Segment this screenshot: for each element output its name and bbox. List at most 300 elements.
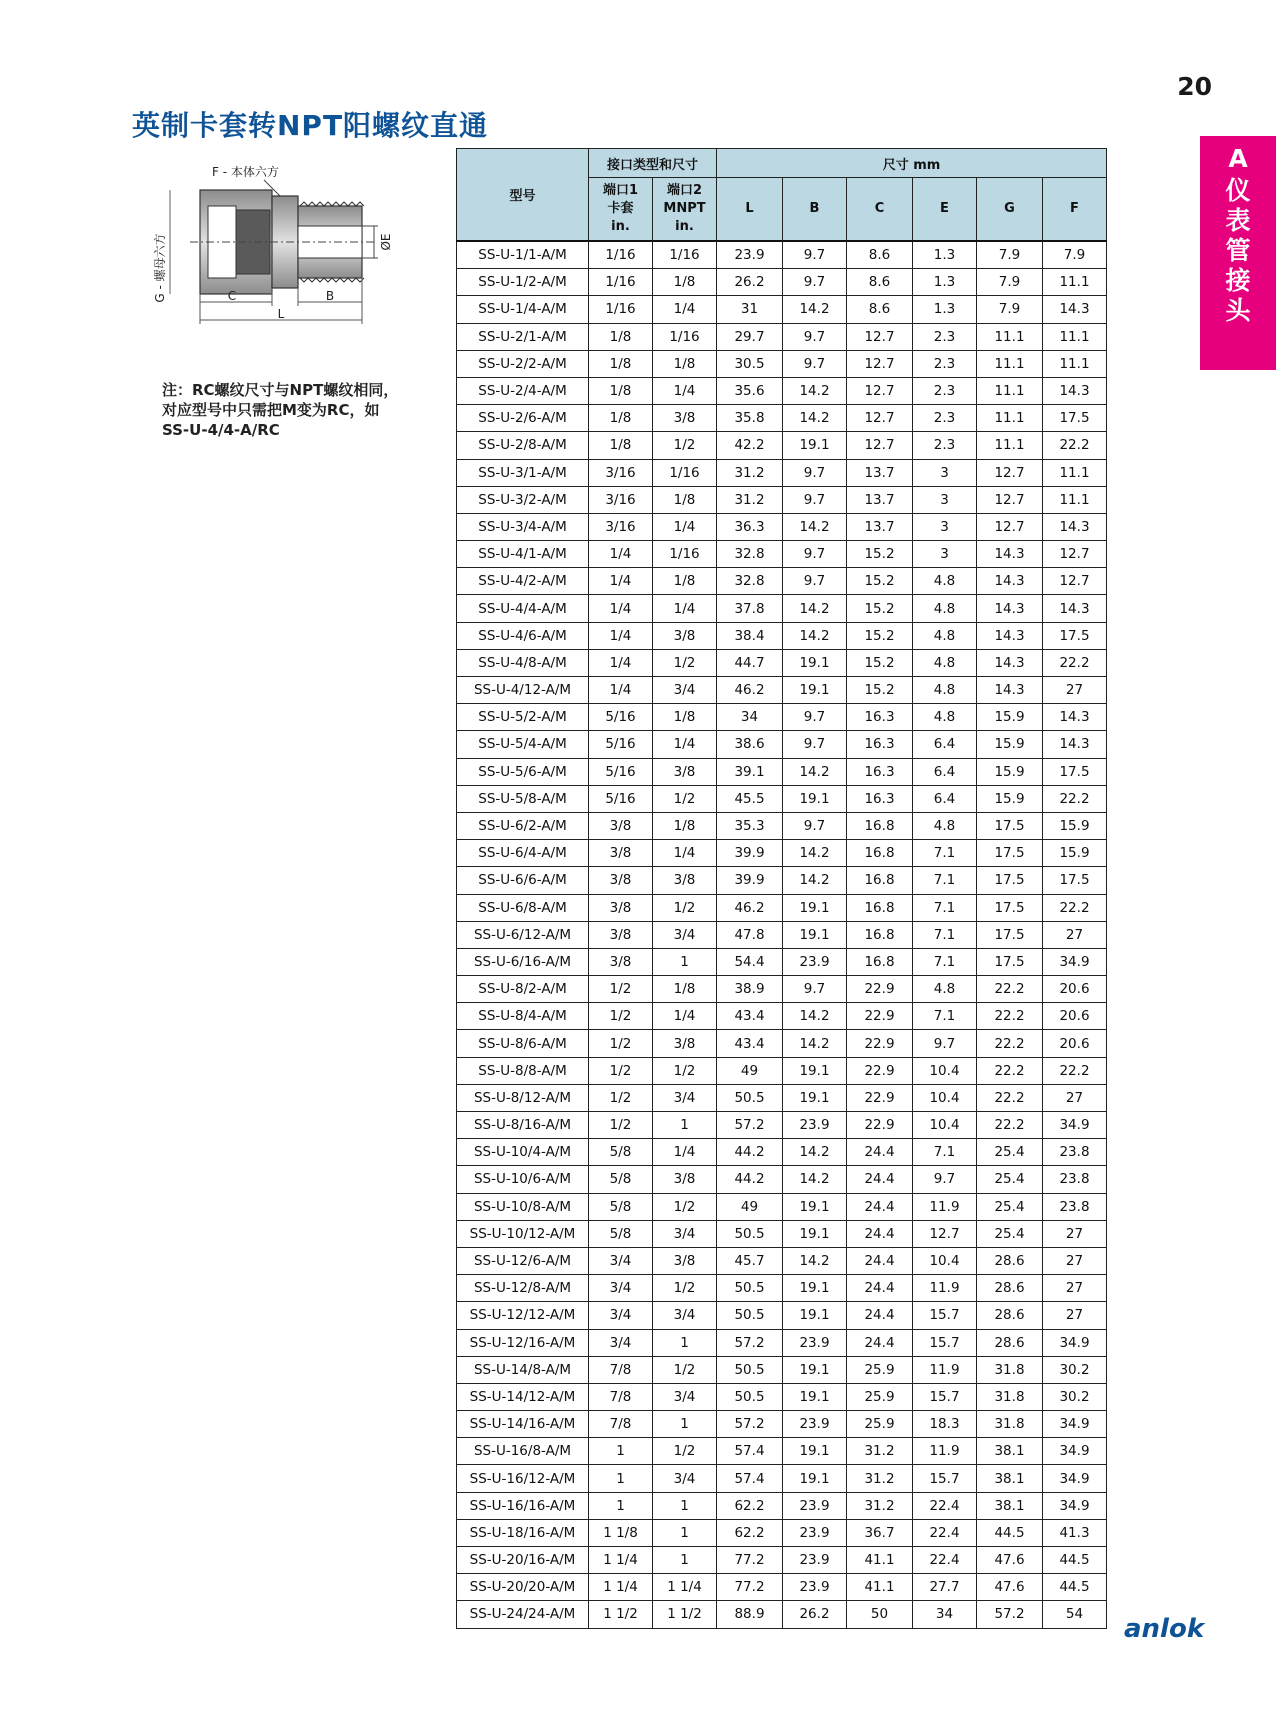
table-row — [457, 377, 1107, 404]
cell-c: 41.1 — [847, 1574, 913, 1601]
cell-port1: 3/4 — [589, 1302, 653, 1329]
cell-e: 6.4 — [913, 785, 977, 812]
cell-c: 22.9 — [847, 1003, 913, 1030]
table-row — [457, 1220, 1107, 1247]
cell-c: 16.8 — [847, 812, 913, 839]
cell-b: 23.9 — [783, 1547, 847, 1574]
cell-b: 14.2 — [783, 867, 847, 894]
cell-port2: 3/4 — [653, 677, 717, 704]
cell-c: 24.4 — [847, 1275, 913, 1302]
cell-f: 23.8 — [1043, 1193, 1107, 1220]
header-col-g: G — [977, 178, 1043, 242]
header-dim-group: 尺寸 mm — [717, 149, 1107, 178]
cell-b: 19.1 — [783, 1057, 847, 1084]
cell-b: 19.1 — [783, 1438, 847, 1465]
cell-port2: 1 — [653, 1411, 717, 1438]
cell-f: 14.3 — [1043, 704, 1107, 731]
cell-port1: 3/8 — [589, 948, 653, 975]
cell-model: SS-U-10/4-A/M — [457, 1139, 589, 1166]
cell-g: 31.8 — [977, 1383, 1043, 1410]
cell-e: 4.8 — [913, 568, 977, 595]
table-row — [457, 758, 1107, 785]
cell-f: 17.5 — [1043, 622, 1107, 649]
cell-c: 16.3 — [847, 758, 913, 785]
cell-g: 15.9 — [977, 731, 1043, 758]
cell-port2: 3/4 — [653, 1383, 717, 1410]
cell-port2: 3/8 — [653, 1030, 717, 1057]
cell-c: 15.2 — [847, 622, 913, 649]
cell-e: 1.3 — [913, 241, 977, 269]
cell-l: 32.8 — [717, 541, 783, 568]
cell-port1: 1 1/4 — [589, 1547, 653, 1574]
cell-model: SS-U-12/12-A/M — [457, 1302, 589, 1329]
table-row — [457, 622, 1107, 649]
cell-model: SS-U-16/12-A/M — [457, 1465, 589, 1492]
cell-port2: 3/8 — [653, 1166, 717, 1193]
cell-port1: 1/2 — [589, 1030, 653, 1057]
cell-f: 11.1 — [1043, 486, 1107, 513]
cell-model: SS-U-20/20-A/M — [457, 1574, 589, 1601]
cell-model: SS-U-6/16-A/M — [457, 948, 589, 975]
cell-f: 7.9 — [1043, 241, 1107, 269]
cell-b: 9.7 — [783, 269, 847, 296]
table-row — [457, 1275, 1107, 1302]
cell-g: 17.5 — [977, 894, 1043, 921]
cell-c: 31.2 — [847, 1438, 913, 1465]
header-port2-line: in. — [675, 219, 694, 234]
cell-e: 4.8 — [913, 704, 977, 731]
cell-f: 11.1 — [1043, 269, 1107, 296]
cell-g: 28.6 — [977, 1247, 1043, 1274]
cell-model: SS-U-5/2-A/M — [457, 704, 589, 731]
cell-port1: 1/2 — [589, 1057, 653, 1084]
cell-l: 30.5 — [717, 350, 783, 377]
cell-f: 30.2 — [1043, 1383, 1107, 1410]
section-tab-char: 管 — [1225, 236, 1251, 265]
cell-c: 22.9 — [847, 1030, 913, 1057]
cell-model: SS-U-2/8-A/M — [457, 432, 589, 459]
cell-g: 31.8 — [977, 1356, 1043, 1383]
table-row — [457, 1247, 1107, 1274]
cell-l: 46.2 — [717, 894, 783, 921]
cell-b: 19.1 — [783, 1383, 847, 1410]
cell-f: 14.3 — [1043, 377, 1107, 404]
cell-c: 8.6 — [847, 269, 913, 296]
cell-e: 7.1 — [913, 1003, 977, 1030]
cell-port2: 3/4 — [653, 1220, 717, 1247]
cell-g: 11.1 — [977, 405, 1043, 432]
cell-port1: 3/16 — [589, 486, 653, 513]
cell-l: 32.8 — [717, 568, 783, 595]
cell-g: 28.6 — [977, 1302, 1043, 1329]
cell-model: SS-U-1/4-A/M — [457, 296, 589, 323]
cell-port2: 1/4 — [653, 840, 717, 867]
cell-port2: 1/16 — [653, 323, 717, 350]
cell-b: 19.1 — [783, 1193, 847, 1220]
cell-e: 1.3 — [913, 296, 977, 323]
cell-l: 77.2 — [717, 1547, 783, 1574]
cell-b: 19.1 — [783, 785, 847, 812]
cell-port1: 7/8 — [589, 1356, 653, 1383]
cell-model: SS-U-12/8-A/M — [457, 1275, 589, 1302]
cell-port1: 3/4 — [589, 1275, 653, 1302]
cell-c: 22.9 — [847, 1084, 913, 1111]
cell-model: SS-U-3/1-A/M — [457, 459, 589, 486]
cell-g: 14.3 — [977, 649, 1043, 676]
cell-f: 15.9 — [1043, 840, 1107, 867]
cell-port2: 1/4 — [653, 377, 717, 404]
cell-l: 57.4 — [717, 1438, 783, 1465]
cell-e: 15.7 — [913, 1329, 977, 1356]
cell-model: SS-U-10/6-A/M — [457, 1166, 589, 1193]
section-tab — [1200, 136, 1276, 370]
table-row — [457, 1519, 1107, 1546]
cell-port2: 3/4 — [653, 1084, 717, 1111]
cell-l: 42.2 — [717, 432, 783, 459]
cell-e: 18.3 — [913, 1411, 977, 1438]
cell-port2: 1/8 — [653, 568, 717, 595]
cell-l: 39.9 — [717, 840, 783, 867]
cell-f: 17.5 — [1043, 867, 1107, 894]
table-row — [457, 1166, 1107, 1193]
cell-port1: 1/4 — [589, 622, 653, 649]
cell-port2: 1/8 — [653, 812, 717, 839]
table-row — [457, 948, 1107, 975]
cell-model: SS-U-20/16-A/M — [457, 1547, 589, 1574]
header-port-group: 接口类型和尺寸 — [589, 149, 717, 178]
cell-b: 9.7 — [783, 350, 847, 377]
spec-table-container — [456, 148, 1107, 1629]
cell-e: 11.9 — [913, 1275, 977, 1302]
note-text: 注：RC螺纹尺寸与NPT螺纹相同，对应型号中只需把M变为RC，如SS-U-4/4-A/RC — [162, 381, 399, 439]
fitting-drawing — [150, 158, 420, 338]
cell-port2: 3/4 — [653, 1465, 717, 1492]
cell-port1: 1/2 — [589, 1112, 653, 1139]
table-row — [457, 486, 1107, 513]
cell-c: 16.3 — [847, 785, 913, 812]
cell-g: 14.3 — [977, 541, 1043, 568]
cell-b: 19.1 — [783, 1356, 847, 1383]
cell-f: 22.2 — [1043, 894, 1107, 921]
cell-g: 38.1 — [977, 1465, 1043, 1492]
cell-f: 27 — [1043, 1302, 1107, 1329]
cell-e: 9.7 — [913, 1030, 977, 1057]
cell-e: 3 — [913, 513, 977, 540]
table-row — [457, 1329, 1107, 1356]
cell-model: SS-U-4/8-A/M — [457, 649, 589, 676]
table-row — [457, 1112, 1107, 1139]
cell-g: 22.2 — [977, 1057, 1043, 1084]
cell-port2: 1 1/4 — [653, 1574, 717, 1601]
cell-g: 38.1 — [977, 1492, 1043, 1519]
table-row — [457, 785, 1107, 812]
cell-g: 47.6 — [977, 1574, 1043, 1601]
cell-e: 10.4 — [913, 1247, 977, 1274]
cell-f: 12.7 — [1043, 568, 1107, 595]
cell-f: 20.6 — [1043, 1003, 1107, 1030]
cell-f: 34.9 — [1043, 1492, 1107, 1519]
cell-l: 50.5 — [717, 1220, 783, 1247]
cell-c: 15.2 — [847, 595, 913, 622]
cell-port2: 1/4 — [653, 296, 717, 323]
header-col-b: B — [783, 178, 847, 242]
cell-f: 17.5 — [1043, 758, 1107, 785]
cell-port1: 1 — [589, 1438, 653, 1465]
cell-e: 6.4 — [913, 758, 977, 785]
cell-port2: 1 — [653, 1519, 717, 1546]
cell-e: 2.3 — [913, 350, 977, 377]
page-title: 英制卡套转NPT阳螺纹直通 — [132, 109, 489, 142]
cell-b: 9.7 — [783, 541, 847, 568]
cell-l: 46.2 — [717, 677, 783, 704]
header-port1-line: 卡套 — [607, 201, 634, 216]
cell-g: 17.5 — [977, 840, 1043, 867]
cell-g: 11.1 — [977, 377, 1043, 404]
cell-port1: 5/16 — [589, 785, 653, 812]
cell-model: SS-U-24/24-A/M — [457, 1601, 589, 1628]
cell-f: 12.7 — [1043, 541, 1107, 568]
cell-b: 14.2 — [783, 296, 847, 323]
label-e: ØE — [379, 233, 393, 251]
cell-port1: 3/8 — [589, 812, 653, 839]
cell-model: SS-U-2/6-A/M — [457, 405, 589, 432]
cell-b: 9.7 — [783, 486, 847, 513]
cell-port1: 1/8 — [589, 432, 653, 459]
cell-e: 7.1 — [913, 894, 977, 921]
table-row — [457, 459, 1107, 486]
cell-b: 9.7 — [783, 704, 847, 731]
cell-model: SS-U-3/2-A/M — [457, 486, 589, 513]
cell-c: 12.7 — [847, 405, 913, 432]
cell-e: 2.3 — [913, 405, 977, 432]
cell-b: 23.9 — [783, 1519, 847, 1546]
cell-l: 31.2 — [717, 459, 783, 486]
cell-e: 3 — [913, 541, 977, 568]
cell-port1: 1/8 — [589, 377, 653, 404]
cell-port1: 1/8 — [589, 405, 653, 432]
cell-port2: 1/8 — [653, 486, 717, 513]
cell-e: 4.8 — [913, 649, 977, 676]
cell-port1: 1/2 — [589, 976, 653, 1003]
cell-l: 50.5 — [717, 1084, 783, 1111]
cell-f: 14.3 — [1043, 731, 1107, 758]
cell-port1: 1/4 — [589, 568, 653, 595]
table-row — [457, 649, 1107, 676]
cell-b: 19.1 — [783, 921, 847, 948]
cell-e: 3 — [913, 486, 977, 513]
cell-l: 35.6 — [717, 377, 783, 404]
cell-g: 12.7 — [977, 486, 1043, 513]
cell-c: 22.9 — [847, 1057, 913, 1084]
cell-e: 22.4 — [913, 1492, 977, 1519]
cell-c: 25.9 — [847, 1356, 913, 1383]
table-row — [457, 704, 1107, 731]
table-row — [457, 1302, 1107, 1329]
cell-f: 34.9 — [1043, 1465, 1107, 1492]
header-port1-line: in. — [611, 219, 630, 234]
header-model: 型号 — [457, 149, 589, 242]
cell-g: 22.2 — [977, 1112, 1043, 1139]
section-tab-char: 头 — [1225, 296, 1251, 325]
cell-c: 50 — [847, 1601, 913, 1628]
header-port2-line: 端口2 — [666, 183, 703, 198]
cell-b: 9.7 — [783, 568, 847, 595]
cell-b: 23.9 — [783, 1112, 847, 1139]
label-l: L — [277, 307, 285, 321]
cell-port2: 1/2 — [653, 1057, 717, 1084]
table-row — [457, 595, 1107, 622]
label-g: G - 螺母六方 — [153, 233, 167, 303]
cell-port2: 1 — [653, 1112, 717, 1139]
cell-model: SS-U-14/8-A/M — [457, 1356, 589, 1383]
cell-model: SS-U-8/2-A/M — [457, 976, 589, 1003]
cell-c: 15.2 — [847, 568, 913, 595]
cell-e: 15.7 — [913, 1302, 977, 1329]
cell-l: 49 — [717, 1193, 783, 1220]
cell-port2: 1/2 — [653, 894, 717, 921]
cell-port2: 1/16 — [653, 241, 717, 269]
cell-c: 31.2 — [847, 1492, 913, 1519]
cell-model: SS-U-5/8-A/M — [457, 785, 589, 812]
cell-e: 22.4 — [913, 1519, 977, 1546]
cell-c: 16.8 — [847, 948, 913, 975]
cell-e: 7.1 — [913, 921, 977, 948]
cell-g: 47.6 — [977, 1547, 1043, 1574]
cell-port1: 5/8 — [589, 1166, 653, 1193]
cell-f: 27 — [1043, 1220, 1107, 1247]
cell-l: 50.5 — [717, 1383, 783, 1410]
cell-e: 1.3 — [913, 269, 977, 296]
cell-g: 28.6 — [977, 1329, 1043, 1356]
table-row — [457, 350, 1107, 377]
cell-g: 25.4 — [977, 1193, 1043, 1220]
cell-b: 19.1 — [783, 432, 847, 459]
cell-c: 15.2 — [847, 677, 913, 704]
cell-port2: 1/16 — [653, 459, 717, 486]
table-row — [457, 1356, 1107, 1383]
cell-b: 23.9 — [783, 948, 847, 975]
table-row — [457, 241, 1107, 269]
cell-model: SS-U-8/12-A/M — [457, 1084, 589, 1111]
table-row — [457, 1057, 1107, 1084]
cell-g: 22.2 — [977, 1030, 1043, 1057]
cell-port2: 3/4 — [653, 921, 717, 948]
cell-port1: 3/8 — [589, 894, 653, 921]
cell-b: 14.2 — [783, 1166, 847, 1193]
label-b: B — [325, 289, 335, 303]
cell-l: 45.5 — [717, 785, 783, 812]
cell-f: 27 — [1043, 677, 1107, 704]
cell-l: 43.4 — [717, 1030, 783, 1057]
cell-l: 62.2 — [717, 1519, 783, 1546]
cell-l: 38.6 — [717, 731, 783, 758]
table-row — [457, 677, 1107, 704]
cell-port1: 1/4 — [589, 541, 653, 568]
cell-b: 14.2 — [783, 1247, 847, 1274]
cell-f: 15.9 — [1043, 812, 1107, 839]
table-row — [457, 1030, 1107, 1057]
header-col-l: L — [717, 178, 783, 242]
cell-port1: 1/2 — [589, 1003, 653, 1030]
cell-port2: 1/4 — [653, 513, 717, 540]
cell-b: 9.7 — [783, 459, 847, 486]
cell-l: 44.2 — [717, 1139, 783, 1166]
cell-b: 19.1 — [783, 1465, 847, 1492]
cell-b: 19.1 — [783, 1220, 847, 1247]
fitting-diagram — [150, 158, 420, 338]
cell-b: 9.7 — [783, 323, 847, 350]
cell-e: 6.4 — [913, 731, 977, 758]
cell-f: 41.3 — [1043, 1519, 1107, 1546]
cell-b: 14.2 — [783, 1003, 847, 1030]
cell-model: SS-U-16/8-A/M — [457, 1438, 589, 1465]
cell-g: 14.3 — [977, 677, 1043, 704]
cell-model: SS-U-12/6-A/M — [457, 1247, 589, 1274]
table-row — [457, 1193, 1107, 1220]
cell-model: SS-U-8/16-A/M — [457, 1112, 589, 1139]
cell-e: 7.1 — [913, 867, 977, 894]
header-port1 — [589, 178, 653, 242]
cell-f: 11.1 — [1043, 459, 1107, 486]
cell-e: 9.7 — [913, 1166, 977, 1193]
cell-c: 24.4 — [847, 1247, 913, 1274]
cell-g: 15.9 — [977, 758, 1043, 785]
cell-port1: 3/4 — [589, 1329, 653, 1356]
cell-c: 12.7 — [847, 377, 913, 404]
cell-g: 7.9 — [977, 269, 1043, 296]
cell-port1: 5/16 — [589, 704, 653, 731]
cell-l: 43.4 — [717, 1003, 783, 1030]
cell-e: 2.3 — [913, 323, 977, 350]
cell-l: 49 — [717, 1057, 783, 1084]
cell-g: 15.9 — [977, 704, 1043, 731]
cell-c: 16.8 — [847, 840, 913, 867]
cell-port1: 1 1/2 — [589, 1601, 653, 1628]
cell-c: 16.8 — [847, 894, 913, 921]
cell-e: 7.1 — [913, 948, 977, 975]
table-header — [457, 149, 1107, 242]
cell-l: 38.9 — [717, 976, 783, 1003]
cell-f: 44.5 — [1043, 1547, 1107, 1574]
cell-model: SS-U-6/4-A/M — [457, 840, 589, 867]
cell-f: 11.1 — [1043, 350, 1107, 377]
table-row — [457, 731, 1107, 758]
cell-g: 44.5 — [977, 1519, 1043, 1546]
cell-model: SS-U-4/6-A/M — [457, 622, 589, 649]
cell-model: SS-U-1/1-A/M — [457, 241, 589, 269]
table-row — [457, 1547, 1107, 1574]
cell-c: 8.6 — [847, 241, 913, 269]
table-row — [457, 1003, 1107, 1030]
cell-model: SS-U-6/2-A/M — [457, 812, 589, 839]
table-row — [457, 432, 1107, 459]
cell-c: 22.9 — [847, 976, 913, 1003]
cell-e: 10.4 — [913, 1057, 977, 1084]
cell-model: SS-U-5/4-A/M — [457, 731, 589, 758]
table-body — [457, 241, 1107, 1628]
cell-c: 13.7 — [847, 513, 913, 540]
cell-e: 15.7 — [913, 1465, 977, 1492]
cell-g: 25.4 — [977, 1220, 1043, 1247]
cell-port1: 5/16 — [589, 758, 653, 785]
cell-port2: 1/2 — [653, 1356, 717, 1383]
cell-port1: 3/8 — [589, 840, 653, 867]
table-row — [457, 323, 1107, 350]
cell-b: 9.7 — [783, 731, 847, 758]
cell-g: 28.6 — [977, 1275, 1043, 1302]
table-row — [457, 1601, 1107, 1628]
cell-f: 20.6 — [1043, 976, 1107, 1003]
